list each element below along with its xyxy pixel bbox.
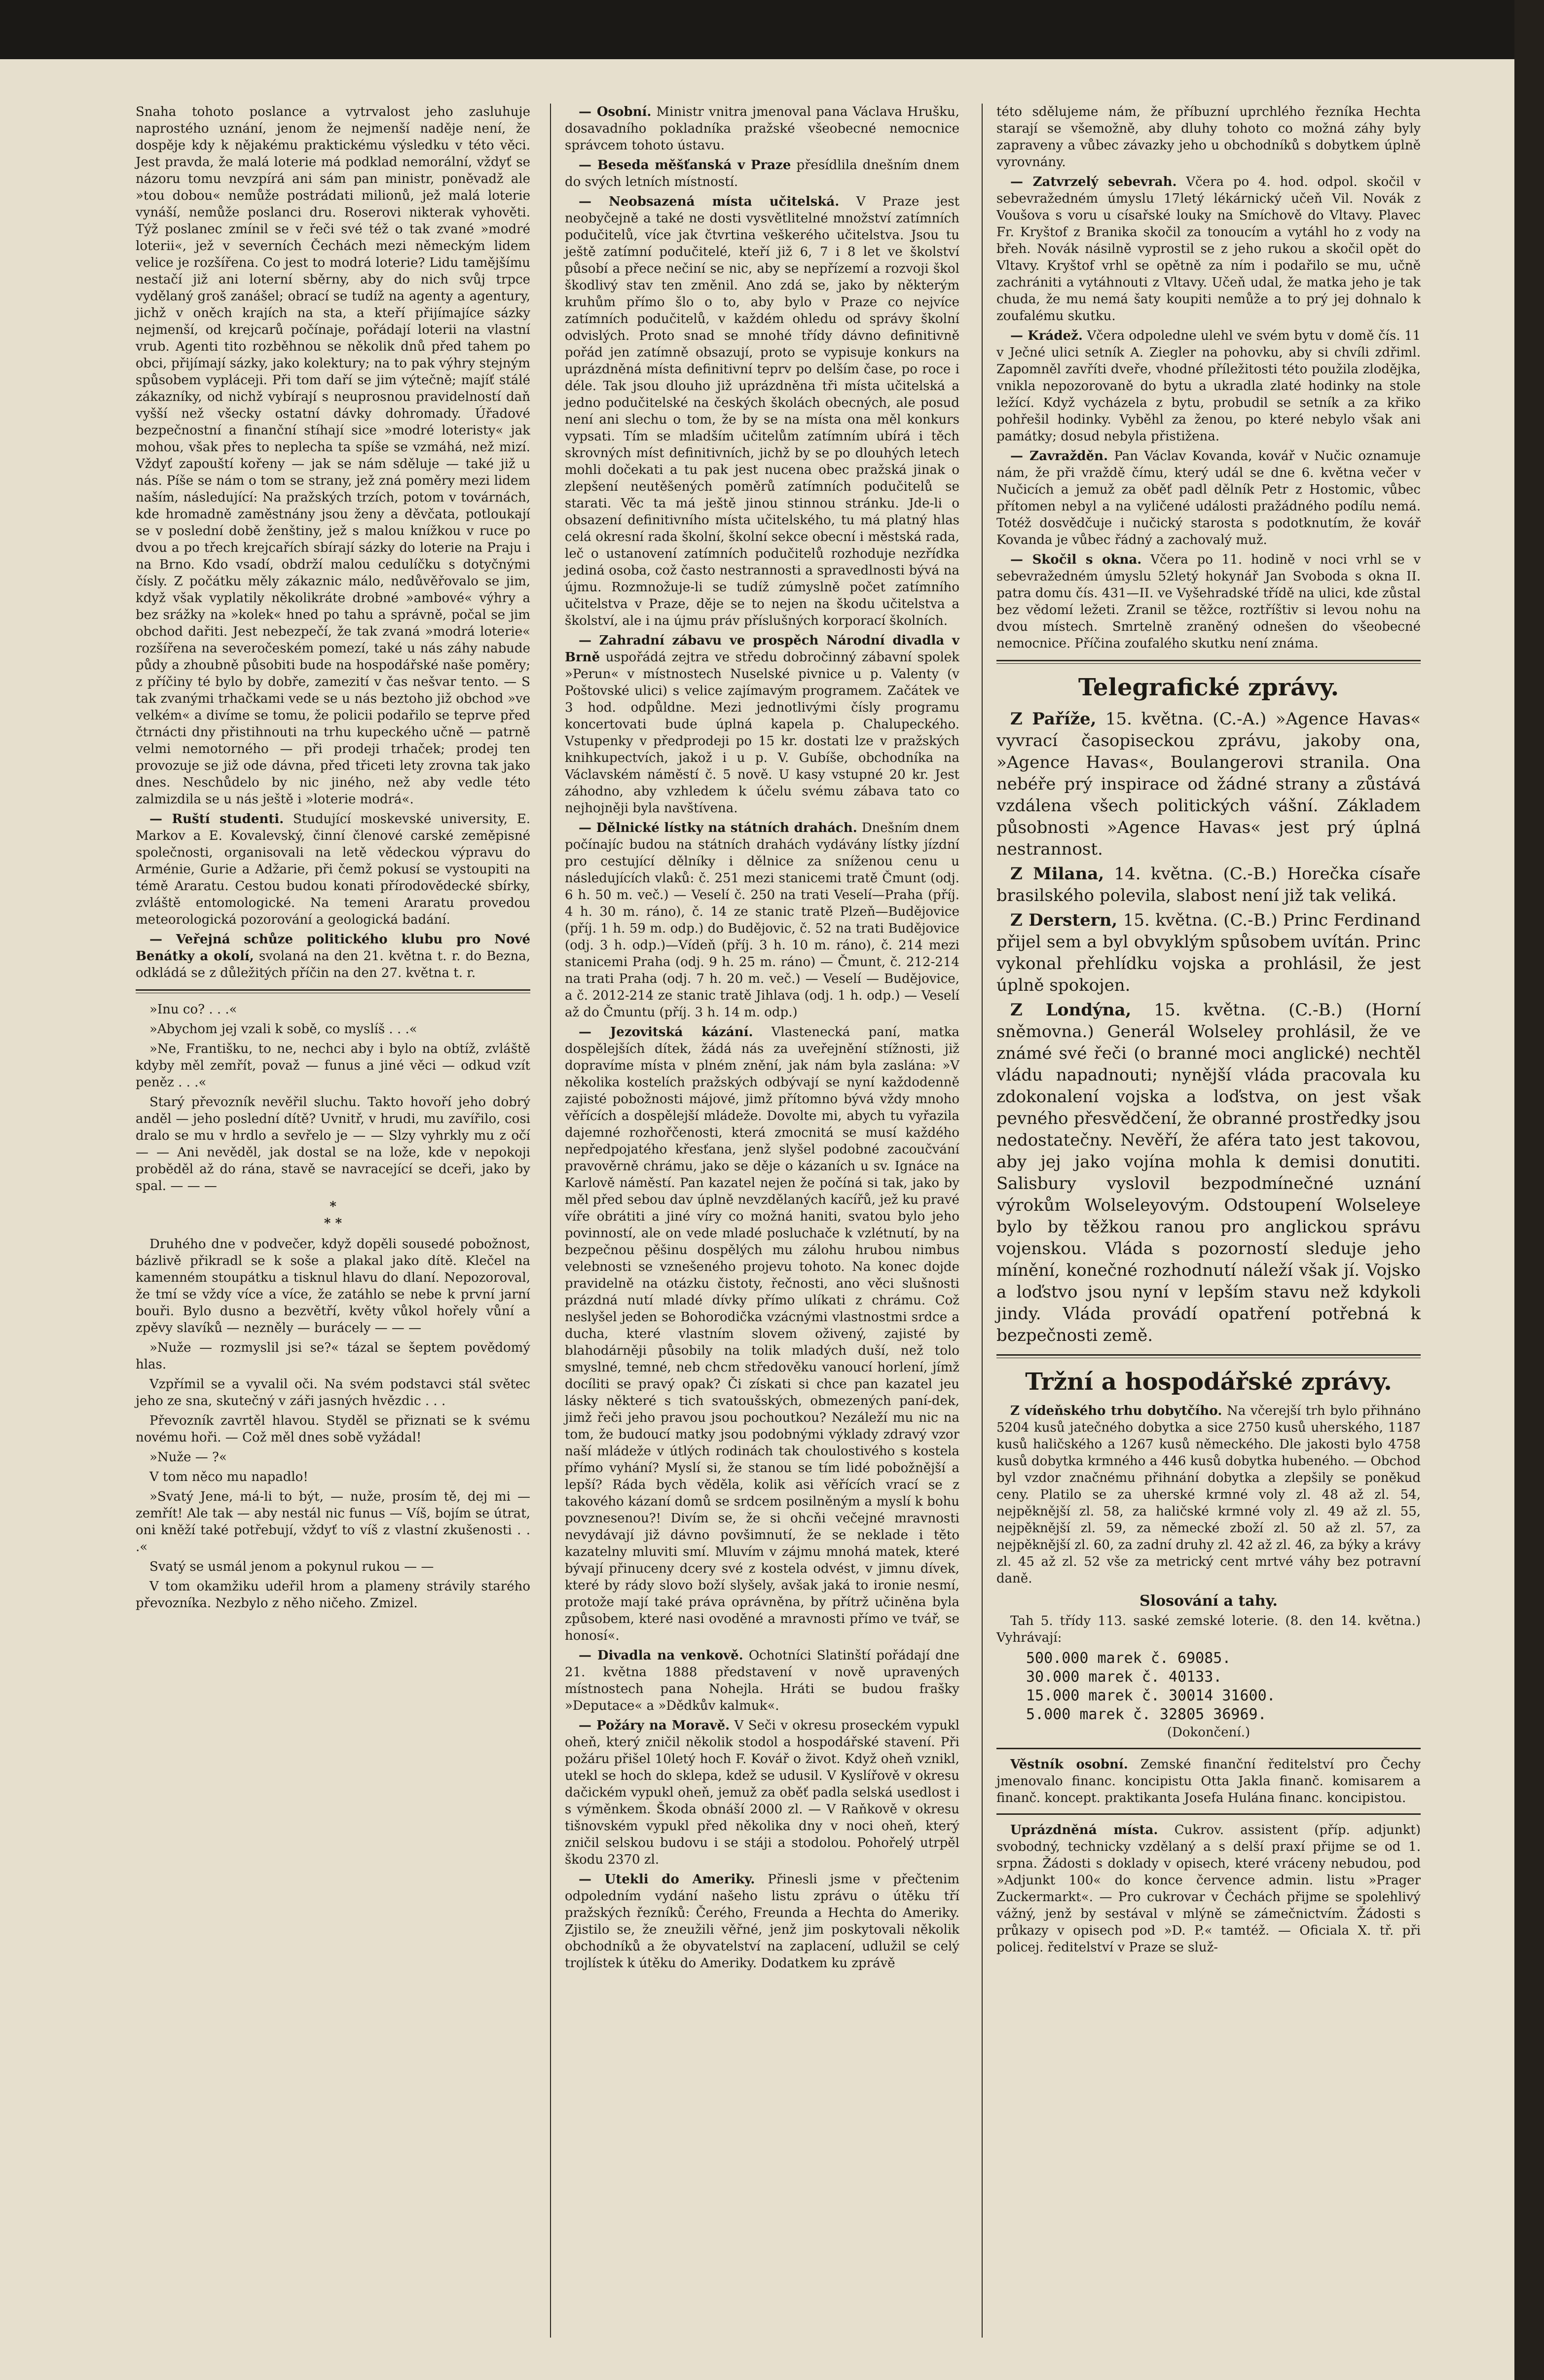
article-text: této sdělujeme nám, že příbuzní uprchlého řezníka Hechta starají se všemožně, aby dluhy tohoto co možná záhy byly zapraveny a vůbec závazky jeho u obchodníků s dobytkem úplně vyrovnány.	[996, 105, 1421, 170]
story-line: »Svatý Jene, má-li to být, — nuže, prosím tě, dej mi — zemřít! Ale tak — aby nestál nic funus — Víš, bojím se útrat, oni kněží také potřebují, vždyť to víš z vlastní zkušenosti . . .«	[136, 1489, 530, 1554]
divider	[136, 989, 530, 993]
section-heading-market: Tržní a hospodářské zprávy.	[1025, 1368, 1392, 1396]
telegraph-item	[996, 909, 1421, 996]
article	[996, 448, 1421, 548]
column-rule	[982, 104, 983, 2338]
prize-line: 15.000 marek č. 30014 31600.	[1026, 1687, 1276, 1704]
article	[565, 193, 959, 629]
prize-line: 5.000 marek č. 32805 36969.	[1026, 1706, 1267, 1723]
article-title: — Neobsazená místa učitelská.	[579, 194, 840, 209]
article-title: — Požáry na Moravě.	[579, 1718, 730, 1733]
article	[565, 1871, 959, 1972]
article-title: — Beseda měšťanská v Praze	[579, 158, 791, 173]
story-line: »Nuže — rozmyslil jsi se?« tázal se šeptem povědomý hlas.	[136, 1340, 530, 1372]
divider	[996, 1354, 1421, 1358]
article-text: Cukrov. assistent (příp. adjunkt) svobodný, technicky vzdělaný a s delší praxí přijme se od 1. srpna. Žádosti s doklady v opisech, které vráceny nebudou, pod »Adjunkt 100« do konce července admin. listu »Prager Zuckermarkt«. — Pro cukrovar v Čechách přijme se spolehlivý vážný, jenž by sestával v mlýně se zámečnictvím. Žádosti s průkazy v opisech pod »D. P.« tamtéž. — Oficiala X. tř. při policej. ředitelství v Praze se služ-	[996, 1823, 1421, 1955]
article-text: uspořádá zejtra ve středu dobročinný zábavní spolek »Perun« v místnostech Nuselské pivnice u p. Valenty (v Poštovské ulici) s velice zajímavým programem. Začátek ve 3 hod. odpůldne. Mezi jednotlivými čísly programu koncertovati bude úplná kapela p. Chalupeckého. Vstupenky v předprodeji po 15 kr. dostati lze v pražských knihkupectvích, jakož i u p. V. Gubíše, obchodníka na Václavském náměstí č. 5 nově. U kasy vstupné 20 kr. Jest záhodno, aby vzhledem k účelu svému zábava tato co nejhojněji byla navštívena.	[565, 650, 959, 816]
article	[565, 1647, 959, 1714]
telegraph-text: 15. května. (C.-B.) (Horní sněmovna.) Generál Wolseley prohlásil, že ve známé své řeči (o branné moci anglické) nechtěl vládu napadnouti; nynější vláda pracovala ku zdokonalení vojska a loďstva, on jest však pevného přesvědčení, že obranné prostředky jsou nedostatečny. Nevěří, že aféra tato jest takovou, aby jej jako vojína mohla k demisi donutiti. Salisbury vyslovil bezpodmínečné uznání výrokům Wolseleyovým. Odstoupení Wolseleye bylo by těžkou ranou pro anglickou správu vojenskou. Vláda s pozorností sleduje jeho mínění, konečné rozhodnutí náleží však jí. Vojsko a loďstvo jsou nyní v lepším stavu než kdykoli jindy. Vláda provádí opatření potřebná k bezpečnosti země.	[996, 1000, 1421, 1345]
article	[565, 1717, 959, 1868]
feuilleton-story	[136, 1001, 530, 1612]
story-line: »Inu co? . . .«	[149, 1002, 237, 1017]
story-line: Starý převozník nevěřil sluchu. Takto hovoří jeho dobrý anděl — jeho poslední dítě? Uvnitř, v hrudi, mu zavířilo, cosi dralo se mu v hrdlo a sevřelo je — — Slzy vyhrkly mu z očí — — Ani nevěděl, jak dostal se na lože, kde v nepokoji proběděl až do rána, stavě se navracející se dceři, jako by spal. — — —	[136, 1095, 530, 1193]
story-line: »Nuže — ?«	[149, 1450, 227, 1465]
article	[136, 811, 530, 928]
story-line: V tom něco mu napadlo!	[149, 1470, 308, 1484]
article-text: Včera po 11. hodině v noci vrhl se v sebevražedném úmyslu 52letý hokynář Jan Svoboda s okna II. patra domu čís. 431—II. ve Vyšehradské třídě na ulici, kde zůstal bez vědomí ležeti. Zranil se těžce, roztříštiv si levou nohu na dvou místech. Smrtelně zraněný odnešen do všeobecné nemocnice. Příčina zoufalého skutku není známa.	[996, 552, 1421, 651]
article-title: — Skočil s okna.	[1010, 552, 1142, 567]
divider	[996, 660, 1421, 664]
market-report	[996, 1403, 1421, 1587]
article-title: — Krádež.	[1010, 328, 1083, 343]
article	[996, 551, 1421, 652]
telegraph-place: Z Derstern,	[1010, 910, 1118, 930]
section-asterisk: * * *	[324, 1199, 342, 1231]
telegraph-text: 15. května. (C.-B.) Princ Ferdinand přijel sem a byl obvyklým spůsobem uvítán. Princ vykonal přehlídku vojska a prohlásil, že jest úplně spokojen.	[996, 910, 1421, 995]
telegraph-place: Z Londýna,	[1010, 1000, 1132, 1020]
article	[996, 327, 1421, 445]
telegraph-text: 14. května. (C.-B.) Horečka císaře brasilského polevila, slabost není již tak veliká.	[996, 864, 1421, 905]
prize-line: 500.000 marek č. 69085.	[1026, 1650, 1231, 1667]
article-text: Dnešním dnem počínajíc budou na státních drahách vydávány lístky jízdní pro cestující dělníky i dělnice za sníženou cenu u následujících vlaků: č. 251 mezi stanicemi tratě Čmunt (odj. 6 h. 50 m. več.) — Veselí č. 250 na trati Veselí—Praha (příj. 4 h. 30 m. ráno), č. 14 ze stanic tratě Plzeň—Budějovice (příj. 1 h. 59 m. odp.) do Budějovic, č. 52 na trati Budějovice (odj. 3 h. odp.)—Vídeň (příj. 3 h. 10 m. ráno), č. 214 mezi stanicemi Praha (odj. 9 h. 25 m. ráno) — Čmunt, č. 212-214 na trati Praha (odj. 7 h. 20 m. več.) — Veselí — Budějovice, a č. 2012-214 ze stanic tratě Jihlava (odj. 1 h. odp.) — Veselí až do Čmuntu (příj. 3 h. 14 m. odp.)	[565, 821, 959, 1020]
article-title: — Utekli do Ameriky.	[579, 1872, 755, 1887]
article-title: — Veřejná schůze politického klubu pro Nové Benátky a okolí,	[136, 932, 530, 964]
column-1	[136, 104, 530, 1615]
telegraph-item	[996, 863, 1421, 906]
article-text: V Seči v okresu proseckém vypukl oheň, který zničil několik stodol a hospodářské stavení. Při požáru přišel 10letý hoch F. Kovář o život. Když oheň vznikl, utekl se hoch do sklepa, kdež se udusil. V Kyslířově v okresu dačickém vypukl oheň, jemuž za oběť padla selská usedlost i s výměnkem. Škoda obnáší 2000 zl. — V Raňkově v okresu tišnovském vypukl před několika dny v noci oheň, který zničil selskou budovu i se stáji a stodolou. Pohořelý utrpěl škodu 2370 zl.	[565, 1718, 960, 1867]
article	[996, 174, 1421, 325]
vacancies	[996, 1822, 1421, 1956]
telegraph-place: Z Paříže,	[1010, 709, 1097, 729]
telegraph-item	[996, 999, 1421, 1346]
section-heading-lottery: Slosování a tahy.	[1140, 1592, 1278, 1610]
lottery-end: (Dokončení.)	[1167, 1725, 1250, 1740]
divider	[996, 1748, 1421, 1749]
telegraph-place: Z Milana,	[1010, 864, 1104, 884]
article-text: V Praze jest neobyčejně a také ne dosti vysvětlitelné množství zatímních podučitelů, více jak čtvrtina veškerého učitelstva. Jsou tu ještě zatímní podučitelé, kteří již 6, 7 i 8 let ve školství působí a přece nečiní se nic, aby se nepřízemí a rozvoji škol škodlivý stav ten změnil. Ano zdá se, jako by některým kruhům přímo šlo o to, aby bylo v Praze co nejvíce zatímních podučitelů, v každém ohledu od správy školní odvislých. Proto snad se mnohé třídy dávno definitivně pořád jen zatímně obsazují, proto se vypisuje konkurs na uprázdněná místa definitivní teprv po delším čase, po roce i déle. Tak jsou dlouho již uprázdněna tři místa učitelská a jedno podučitelské na českých školách obecných, ale posud není ani slechu o tom, že by se na místa ona měl konkurs vypsati. Tím se mladším učitelům zatímním ubírá i těch skrovných míst definitivních, jichž by se po dlouhých letech mohli dočekati a tu pak jest nucena obec pražská jinak o zlepšení neutěšených poměrů zatímních podučitelů se starati. Věc ta má ještě jinou stinnou stránku. Jde-li o obsazení definitivního místa učitelského, tu má platný hlas celá okresní rada školní, školní sekce obecní i městská rada, leč o ustanovení zatímních podučitelů rozhoduje nezřídka jediná osoba, což často nestrannosti a spravedlnosti bývá na újmu. Rozmnožuje-li se tudíž zúmyslně počet zatímního učitelstva v Praze, děje se to nejen na škodu učitelstva a školství, ale i na újmu práv příslušných korporací školních.	[565, 194, 960, 628]
article-title: — Zavražděn.	[1010, 449, 1108, 464]
telegraph-item	[996, 708, 1421, 860]
article-text: Vlastenecká paní, matka dospělejších dítek, žádá nás za uveřejnění stížnosti, již dopravíme místa v plném znění, jak nám byla zaslána: »V několika kostelích pražských odbývají se nyní každodenně zajisté pobožnosti májové, jimž přítomno bývá vždy mnoho věřících a dospělejší mládeže. Dovolte mi, abych tu vyřazila dajemné rozhořčenosti, která zmocnitá se musí každého nepředpojatého křesťana, jenž slyšel podobné zacoučvání pravověrně chrámu, jako se děje o kázaních u sv. Ignáce na Karlově náměstí. Pan kazatel nejen že počíná si tak, jako by měl před sebou dav úplně nevzdělaných kacířů, jež ku pravé víře obrátiti a jiné víry co možná haniti, svatou bylo jeho povinností, ale on vede mladé posluchače k vzlétnutí, by na bezpečnou pěšinu dospělých mu zálohu hrubou nimbus velebnosti se vznešeného projevu tohoto. Na konec dojde pravidelně na otázku čistoty, řečnosti, ano věci slušnosti prázdná nutí mladé dívky přímo ulíkati z chrámu. Což neslyšel jeden se Bohorodička vzácnými vlastnostmi srdce a ducha, které vlastním slovem oživený, zajisté by blahodárněji působily na tolik mladých duší, než tolo smyslné, temné, neb chcm středověku vanoucí horlení, jímž docíliti se pravý opak? Či získati si chce pan kazatel jeu lásky některé s tich svatoušských, obmezených paní-dek, jimž řeči jeho pravou jsou pochoutkou? Nezáleží mu nic na tom, že budoucí matky jsou podobnými výklady zdravý vzor naší mládeže v útlých rodinách tak choulostivého s kostela přímo vyhání? Myslí si, že stanou se tím lidé pobožnější a lepší? Ráda bych věděla, kolik asi věřících vrací se z takového kázaní domů se srdcem posilněným a myslí k bohu povznesenou?! Divím se, že si ohcňi večejné mravnosti nevydávají již dávno povšimnutí, že se neklade i těto kazatelny mluviti smí. Mluvím v zájmu mnohá matek, které bývají přinuceny dcery své z kostela odvést, v jimnu dívek, které by rády slovo boží slyšely, avšak jaká to ironie nesmí, protože mají také práva oprávněna, by přítrž učiněna byla způsobem, které nasi ovoděné a mravnosti přímo ve tvář, se honosí«.	[565, 1025, 959, 1643]
column-3	[996, 104, 1421, 1959]
article-text: Ministr vnitra jmenoval pana Václava Hrušku, dosavadního pokladníka pražské všeobecné nemocnice správcem tohoto ústavu.	[565, 105, 959, 153]
story-line: »Abychom jej vzali k sobě, co myslíš . . .«	[149, 1022, 417, 1037]
article-title: Uprázdněná místa.	[1010, 1823, 1158, 1838]
article-text: Snaha tohoto poslance a vytrvalost jeho zasluhuje naprostého uznání, jenom že nejmenší naděje není, že dospěje kdy k nějakému praktickému výsledku v této věci. Jest pravda, že malá loterie má podklad nemorální, vždyť se názoru tomu nevzpírá ani sám pan ministr, poněvadž ale »tou dobou« nemůže postrádati milionů, jež malá loterie vynáší, nemůže poslanci dru. Roserovi nikterak vyhověti. Týž poslanec zmínil se v řeči své též o tak zvané »modré loterii«, jež v severních Čechách mezi německým lidem velice je rozšířena. Co jest to modrá loterie? Lidu tamějšímu nestačí již ani loterní sběrny, aby do nich svůj trpce vydělaný groš zanášel; obrací se tudíž na agenty a agentury, jichž v oněch krajích na sta, a kteří přijímajíce sázky nejmenší, od krejcarů počínaje, pořádají loterii na vlastní vrub. Agenti tito rozběhnou se několik dnů před tahem po obci, přijímají sázky, jako kolektury; na to pak výhry stejným spůsobem vypláceji. Při tom daří se jim výtečně; majíť stálé zákazníky, od nichž vybírají s neuprosnou pravidelností daň vyšší než všecky ostatní dávky dohromady. Úřadové bezpečnostní a finanční stíhají sice »modré loteristy« jak mohou, však přes to neplecha ta spíše se vzmáhá, než mizí. Vždyť zapouští kořeny — jak se nám sděluje — také již u nás. Píše se nám o tom se strany, jež zná poměry mezi lidem naším, následující: Na pražských trzích, potom v továrnách, kde hromadně zaměstnány jsou ženy a děvčata, potloukají se v poslední době ženštiny, jež s malou knížkou v ruce po dvou a po třech krejcařích sbírají sázky do loterie na Praju i na Brno. Kdo vsadí, obdrží malou cedulíčku s dotyčnými čísly. Z počátku měly zákaznic málo, nedůvěřovalo se jim, když však vyplatily několikráte drobné »ambové« výhry a bez srážky na »kolek« hned po tahu a správně, počal se jim obchod dařiti. Jest nebezpečí, že tak zvaná »modrá loterie« rozšířena na severočeském pomezí, také u nás záhy nabude půdy a zhoubně působiti bude na hospodářské naše poměry; z příčiny té bylo by dobře, zamezití v čas nešvar tento. — S tak zvanými trhačkami vede se u nás beztoho již obchod »ve velkém« a divíme se tomu, že policii podařilo se teprve před čtrnácti dny přistihnouti na trhu kupeckého učně — patrně velmi nemotorného — při prodeji trhaček; prodej ten provozuje se již ode dávna, před třiceti lety zrovna tak jako dnes. Neschůdelo by nic jiného, než aby vedle této zalmizdila se u nás ještě i »loterie modrá«.	[136, 105, 530, 807]
article-text: Přinesli jsme v přečtenim odpoledním vydání našeho listu zprávu o útěku tří pražských řezníků: Čerého, Freunda a Hechta do Ameriky. Zjistilo se, že zneužili věřné, jenž jim poskytovali několik obchodníků a že obyvatelství na zaplacení, udlužil se celý trojlístek k útěku do Ameriky. Dodatkem ku zprávě	[565, 1872, 960, 1971]
vestnik	[996, 1756, 1421, 1806]
article	[565, 157, 959, 190]
article-title: — Zatvrzelý sebevrah.	[1010, 175, 1177, 189]
article-text: Na včerejší trh bylo přihnáno 5204 kusů jatečného dobytka a sice 2750 kusů uherského, 1187 kusů haličského a 1267 kusů německého. Dle jakosti bylo 4758 kusů dobytka krmného a 446 kusů dobytka hubeného. — Obchod byl vzdor značnému přihnání dobytka a zlepšily se poněkud ceny. Platilo se za uherské krmné voly zl. 48 až zl. 54, nejpěknější zl. 58, za haličské krmné voly zl. 49 až zl. 55, nejpěknější zl. 59, za německé zboží zl. 50 až zl. 57, za nejpěknější zl. 60, za zadní druhy zl. 42 až zl. 46, za býky a krávy zl. 45 až zl. 52 vše za metrický cent mrtvé váhy bez potravní daně.	[996, 1404, 1421, 1586]
article	[565, 632, 959, 817]
article-title: Z vídeňského trhu dobytčího.	[1010, 1404, 1222, 1418]
article-title: — Osobní.	[579, 105, 652, 119]
story-line: Převozník zavrtěl hlavou. Styděl se přiznati se k svému novému hoři. — Což měl dnes sobě vyžádal!	[136, 1413, 530, 1445]
article-text: Včera odpoledne ulehl ve svém bytu v domě čís. 11 v Ječné ulici setník A. Ziegler na pohovku, aby si chvíli zdřiml. Zapomněl zavříti dveře, vhodné příležitosti této použila zlodějka, vnikla nepozorovaně do bytu a ukradla zlaté hodinky na stole ležící. Když vycházela z bytu, probudil se setník a za křiko pohřešil hodinky. Vyběhl za ženou, po které nebylo však ani památky; dosud nebyla přistižena.	[996, 328, 1421, 444]
article-title: — Dělnické lístky na státních drahách.	[579, 821, 857, 835]
article	[565, 820, 959, 1021]
lottery-intro: Tah 5. třídy 113. saské zemské loterie. (8. den 14. května.) Vyhrávají:	[996, 1614, 1421, 1645]
story-line: Vzpřímil se a vyvalil oči. Na svém podstavci stál světec jeho ze sna, skutečný v záři jasných hvězdic . . .	[136, 1377, 530, 1408]
article-title: — Ruští studenti.	[149, 812, 284, 827]
article-text: svolaná na den 21. května t. r. do Bezna, odkládá se z důležitých příčin na den 27. května t. r.	[136, 949, 531, 980]
article-text: Zemské finanční ředitelství pro Čechy jmenovalo financ. koncipistu Otta Jakla finanč. komisarem a finanč. koncept. praktikanta Josefa Hulána financ. koncipistou.	[996, 1757, 1421, 1805]
telegraph-text: 15. května. (C.-A.) »Agence Havas« vyvrací časopiseckou zprávu, jakoby ona, »Agence Havas«, Boulangerovi stranila. Ona nebéře prý inspirace od žádné strany a zůstává vzdálena všech politických vášní. Základem působnosti »Agence Havas« jest prý úplná nestrannost.	[996, 709, 1421, 859]
article-text: přesídlila dnešním dnem do svých letních místností.	[565, 158, 960, 189]
article	[565, 1024, 959, 1644]
article	[565, 104, 959, 154]
story-line: Druhého dne v podvečer, když dopěli sousedé pobožnost, bázlivě přikradl se k soše a plakal jako dítě. Klečel na kamenném stoupátku a tisknul hlavu do dlaní. Nepozoroval, že tmí se vždy více a více, že zatáhlo se nebe k první jarní bouři. Bylo dusno a bezvětří, květy vůkol hořely vůní a zpěvy slavíků — nezněly — burácely — — —	[136, 1237, 530, 1335]
column-rule	[550, 104, 551, 2338]
story-line: Svatý se usmál jenom a pokynul rukou — —	[149, 1559, 434, 1574]
article-text: Studující moskevské university, E. Markov a E. Kovalevský, činní členové carské zeměpisné společnosti, organisovali na letě vědeckou výpravu do Arménie, Gurie a Adžarie, při čemž pokusí se vystoupiti na témě Araratu. Cestou budou konati přírodovědecké sbírky, zvláště entomologické. Na temeni Araratu provedou meteorologická pozorování a geologická badání.	[136, 812, 530, 927]
article-title: — Zahradní zábavu ve prospěch Národní divadla v Brně	[565, 633, 959, 665]
article-text: Pan Václav Kovanda, kovář v Nučic oznamuje nám, že při vraždě čímu, který udál se dne 6. května večer v Nučicích a jemuž za oběť padl dělník Petr z Hostomic, vůbec přítomen nebyl a na vyličené události pražádného podílu nemá. Totéž dosvědčuje i nučický starosta s podotknutím, že kovář Kovanda je vůbec řádný a zachovalý muž.	[996, 449, 1421, 547]
article	[136, 931, 530, 981]
story-line: »Ne, Františku, to ne, nechci aby i bylo na obtíž, zvláště kdyby měl zemřít, považ — funus a jiné věci — odkud vzít peněz . . .«	[136, 1042, 530, 1090]
column-2	[565, 104, 959, 1975]
scan-border-top	[0, 0, 1544, 59]
article-title: Věstník osobní.	[1010, 1757, 1128, 1772]
article-text: Včera po 4. hod. odpol. skočil v sebevražedném úmyslu 17letý lékárnický učeň Vil. Novák z Voušova s voru u císařské louky na Smíchově do Vltavy. Plavec Fr. Kryštof z Branika skočil za tonoucím a vytáhl ho z vody na břeh. Novák násilně vyprostil se z jeho rukou a skočil opět do Vltavy. Kryštof vrhl se opětně za ním i podařilo se mu, učně zachrániti a vytáhnouti z Vltavy. Učeň udal, že matka jeho je tak chuda, že mu nemá šaty koupiti nemůže a to prý jej dohnalo k zoufalému skutku.	[996, 175, 1421, 324]
article-title: — Divadla na venkově.	[579, 1648, 743, 1663]
article-text: Ochotníci Slatinští pořádají dne 21. května 1888 představení v nově upravených místnostech pana Nohejla. Hráti se budou frašky »Deputace« a »Dědkův kalmuk«.	[565, 1648, 960, 1713]
article-title: — Jezovitská kázání.	[579, 1025, 753, 1040]
divider	[996, 1813, 1421, 1815]
section-heading-telegraph: Telegrafické zprávy.	[1078, 674, 1339, 701]
scan-border-right	[1514, 0, 1544, 2380]
prize-line: 30.000 marek č. 40133.	[1026, 1668, 1222, 1686]
story-line: V tom okamžiku udeřil hrom a plameny strávily starého převozníka. Nezbylo z něho ničeho. Zmizel.	[136, 1579, 530, 1611]
